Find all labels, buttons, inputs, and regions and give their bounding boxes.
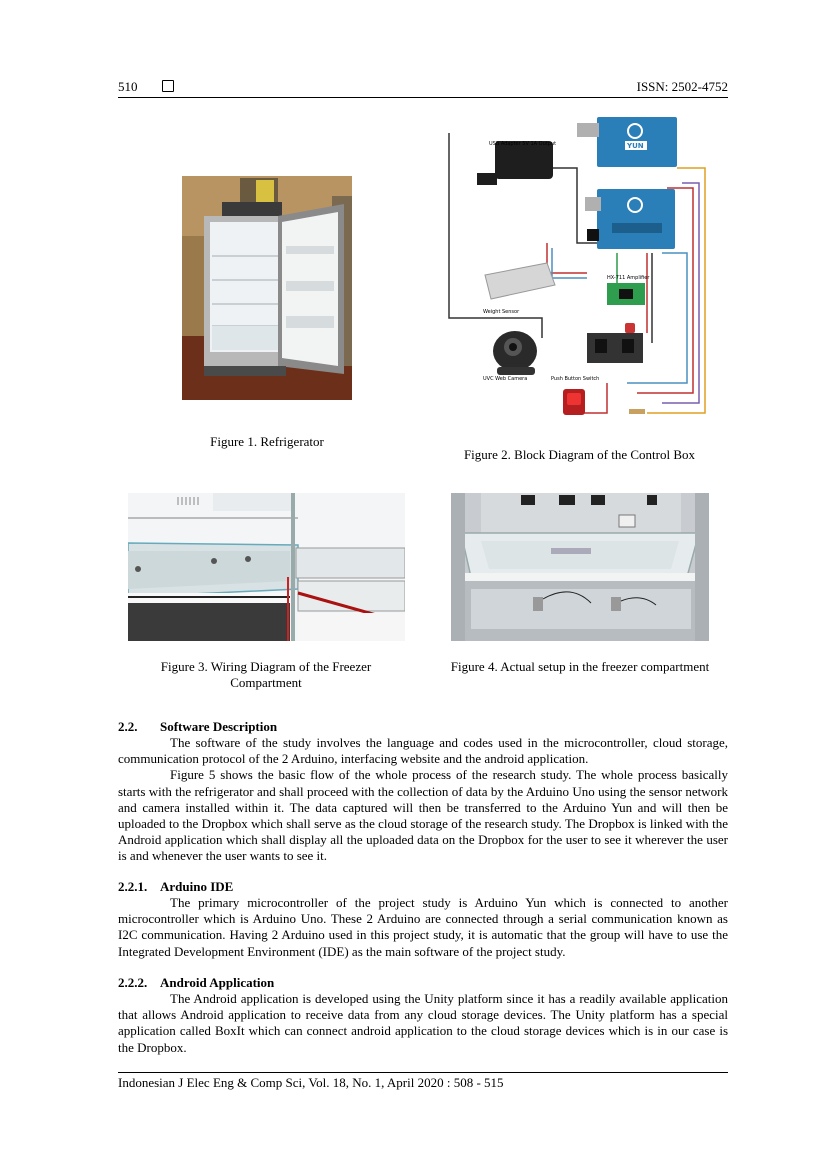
footer-citation: Indonesian J Elec Eng & Comp Sci, Vol. 18, No. 1, April 2020 : 508 - 515 xyxy=(118,1075,504,1090)
footer-rule xyxy=(118,1072,728,1073)
paragraph: Figure 5 shows the basic flow of the whole process of the research study. The whole process basically starts with the refrigerator and shall proceed with the collection of data by the Arduino Uno using the sensor network and camera installed within it. The data captured will then be transferred to the Arduino Yun and will then be uploaded to the Dropbox which shall serve as the cloud storage of the research study. The Dropbox is linked with the Android application which shall display all the uploaded data on the Dropbox for the user to see it wherever the user is and whenever the user wants to see it. xyxy=(118,767,728,864)
figure-3-image xyxy=(128,493,405,641)
section-2-2-body xyxy=(118,735,728,865)
figure-1-caption: Figure 1. Refrigerator xyxy=(210,434,324,449)
webcam-label: UVC Web Camera xyxy=(483,376,528,382)
paragraph: The software of the study involves the language and codes used in the microcontroller, cloud storage, communication protocol of the 2 Arduino, interfacing website and the android application. xyxy=(118,735,728,767)
section-2-2-2-heading xyxy=(118,975,274,991)
weight-sensor-label: Weight Sensor xyxy=(483,309,520,315)
section-number: 2.2.1. xyxy=(118,879,148,894)
figure-2-caption: Figure 2. Block Diagram of the Control Box xyxy=(463,447,696,462)
figure-1-image xyxy=(182,176,352,400)
section-number: 2.2. xyxy=(118,719,138,734)
figure-2-image xyxy=(447,113,712,426)
figure-4-image xyxy=(451,493,709,641)
page-number: 510 xyxy=(118,79,138,94)
amplifier-label: HX-711 Amplifier xyxy=(607,275,650,281)
issn: ISSN: 2502-4752 xyxy=(636,79,728,94)
figure-4-caption: Figure 4. Actual setup in the freezer compartment xyxy=(450,659,710,674)
paragraph: The Android application is developed using the Unity platform since it has a readily available application that allows Android application to receive data from any cloud storage devices. The Unity platform has a special application called BoxIt which can connect android application to the cloud storage devices which is in our case is the Dropbox. xyxy=(118,991,728,1055)
figure-3-caption: Figure 3. Wiring Diagram of the Freezer Compartment xyxy=(160,659,372,690)
section-2-2-2-body xyxy=(118,991,728,1056)
header-rule xyxy=(118,97,728,98)
section-2-2-heading xyxy=(118,719,277,735)
section-title: Android Application xyxy=(160,975,275,990)
section-number: 2.2.2. xyxy=(118,975,148,990)
paragraph: The primary microcontroller of the project study is Arduino Yun which is connected to another microcontroller which is Arduino Uno. These 2 Arduino are connected through a serial communication known as I2C communication. Having 2 Arduino used in this project study, it is automatic that the group will have to use the Integrated Development Environment (IDE) as the main software of the project study. xyxy=(118,895,728,959)
usb-adapter-label: USB Adapter 5V 1A Output xyxy=(489,141,557,147)
section-title: Arduino IDE xyxy=(160,879,234,894)
section-title: Software Description xyxy=(160,719,278,734)
push-button-label: Push Button Switch xyxy=(551,376,600,382)
section-2-2-1-heading xyxy=(118,879,233,895)
box-icon xyxy=(162,80,174,92)
arduino-yun-label: YUN xyxy=(627,142,644,150)
section-2-2-1-body xyxy=(118,895,728,960)
